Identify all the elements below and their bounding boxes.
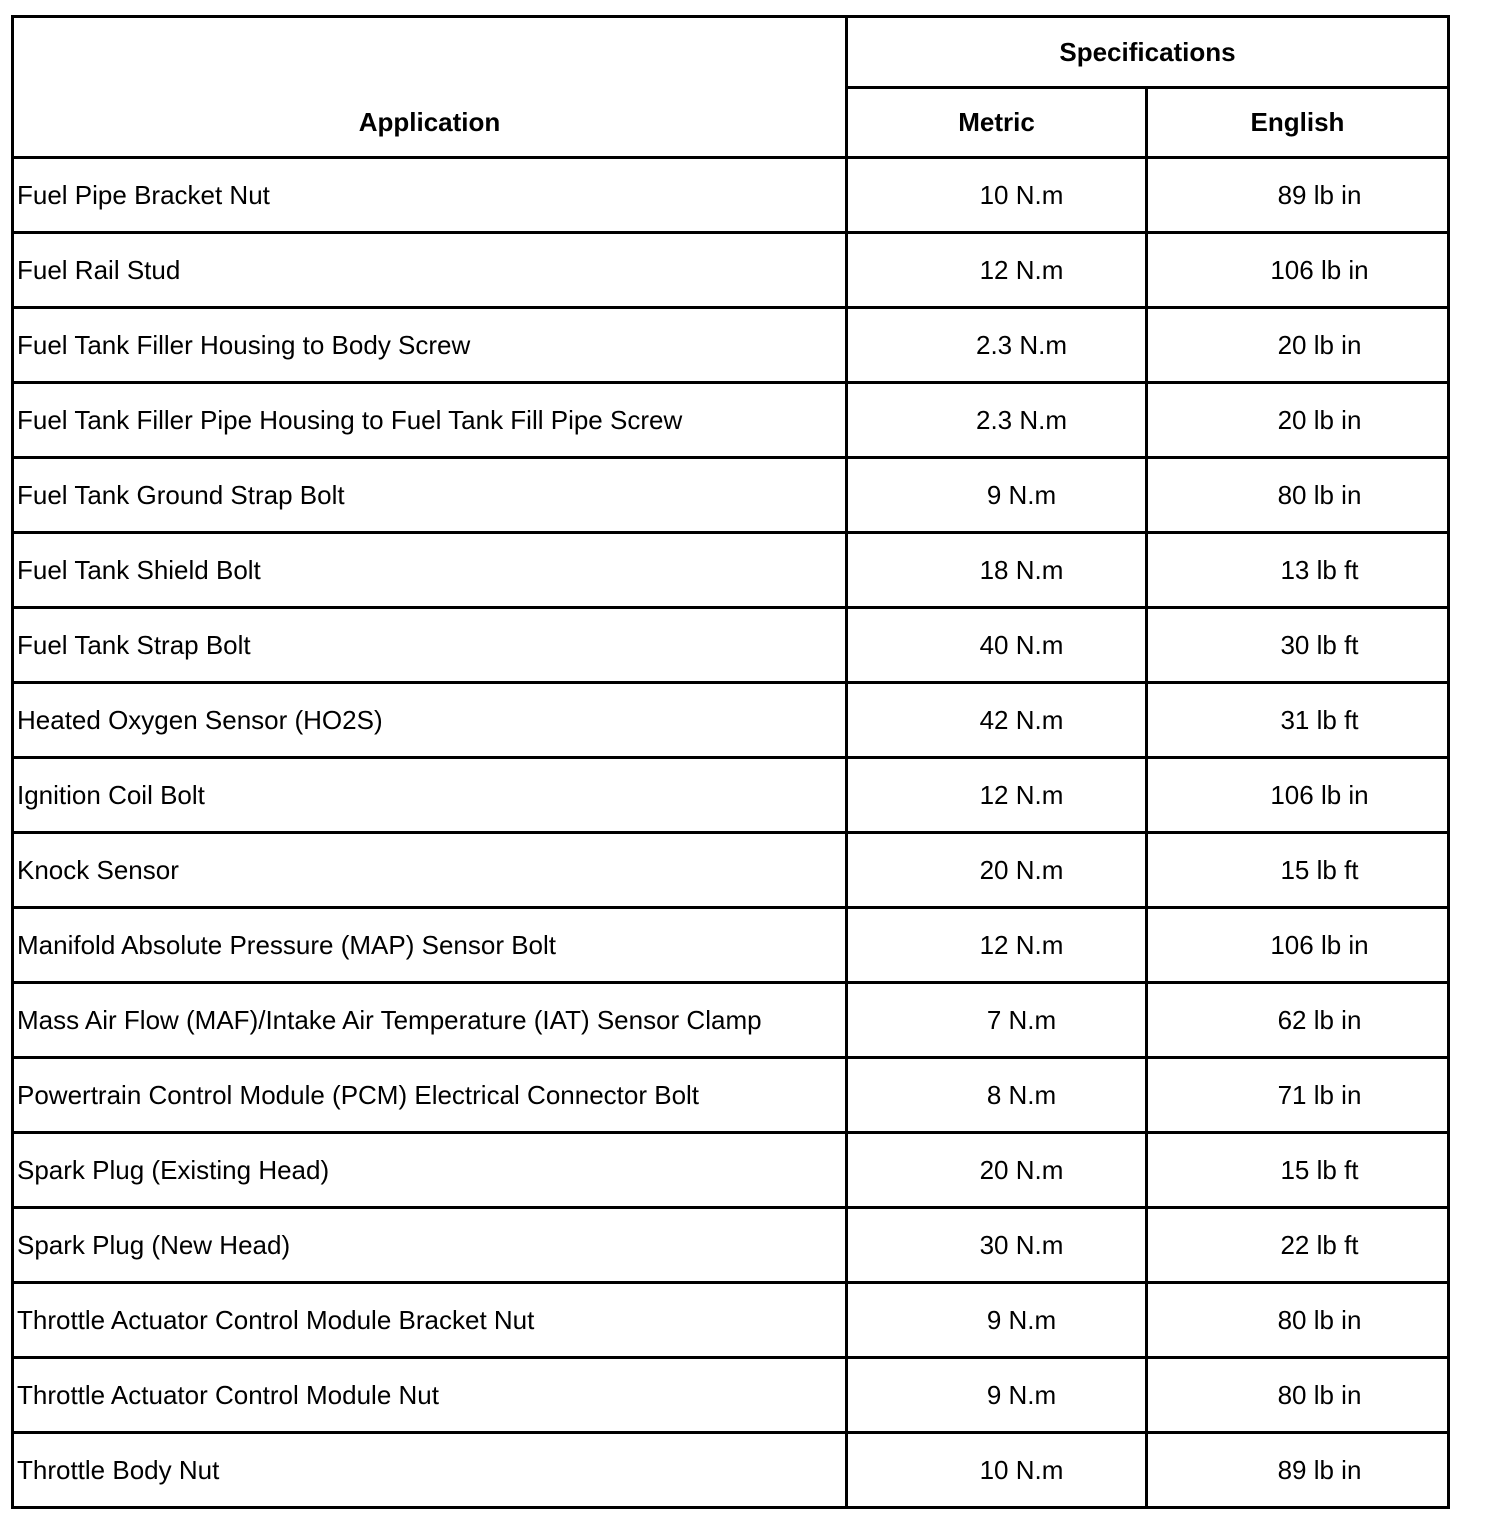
table-row	[13, 533, 1449, 608]
application-cell: Fuel Tank Strap Bolt	[13, 608, 847, 683]
table-row	[13, 1358, 1449, 1433]
english-cell: 89 lb in	[1147, 158, 1449, 233]
metric-cell: 10 N.m	[847, 1433, 1147, 1508]
metric-cell: 8 N.m	[847, 1058, 1147, 1133]
english-cell: 15 lb ft	[1147, 833, 1449, 908]
table-row	[13, 608, 1449, 683]
application-cell: Fuel Tank Ground Strap Bolt	[13, 458, 847, 533]
table-row	[13, 308, 1449, 383]
table-row	[13, 1433, 1449, 1508]
table-row	[13, 758, 1449, 833]
torque-specifications-table	[11, 15, 1450, 1509]
metric-cell: 18 N.m	[847, 533, 1147, 608]
application-cell: Knock Sensor	[13, 833, 847, 908]
application-cell: Fuel Rail Stud	[13, 233, 847, 308]
application-cell: Powertrain Control Module (PCM) Electrical Connector Bolt	[13, 1058, 847, 1133]
metric-cell: 2.3 N.m	[847, 308, 1147, 383]
table-row	[13, 1133, 1449, 1208]
application-cell: Fuel Tank Filler Housing to Body Screw	[13, 308, 847, 383]
application-cell: Mass Air Flow (MAF)/Intake Air Temperature (IAT) Sensor Clamp	[13, 983, 847, 1058]
table-row	[13, 1283, 1449, 1358]
english-cell: 30 lb ft	[1147, 608, 1449, 683]
english-cell: 13 lb ft	[1147, 533, 1449, 608]
metric-cell: 9 N.m	[847, 458, 1147, 533]
metric-cell: 7 N.m	[847, 983, 1147, 1058]
english-cell: 80 lb in	[1147, 1283, 1449, 1358]
specifications-header: Specifications	[847, 17, 1449, 88]
application-cell: Throttle Actuator Control Module Nut	[13, 1358, 847, 1433]
metric-cell: 30 N.m	[847, 1208, 1147, 1283]
english-cell: 80 lb in	[1147, 1358, 1449, 1433]
english-cell: 71 lb in	[1147, 1058, 1449, 1133]
metric-header: Metric	[847, 88, 1147, 158]
metric-cell: 12 N.m	[847, 758, 1147, 833]
metric-cell: 20 N.m	[847, 833, 1147, 908]
english-cell: 106 lb in	[1147, 908, 1449, 983]
table-row	[13, 1058, 1449, 1133]
application-cell: Spark Plug (Existing Head)	[13, 1133, 847, 1208]
english-cell: 89 lb in	[1147, 1433, 1449, 1508]
table-header	[13, 17, 1449, 158]
english-cell: 20 lb in	[1147, 308, 1449, 383]
application-cell: Spark Plug (New Head)	[13, 1208, 847, 1283]
english-cell: 106 lb in	[1147, 758, 1449, 833]
table-row	[13, 158, 1449, 233]
metric-cell: 20 N.m	[847, 1133, 1147, 1208]
table-row	[13, 908, 1449, 983]
application-cell: Fuel Pipe Bracket Nut	[13, 158, 847, 233]
english-cell: 106 lb in	[1147, 233, 1449, 308]
metric-cell: 12 N.m	[847, 233, 1147, 308]
application-cell: Throttle Body Nut	[13, 1433, 847, 1508]
english-cell: 62 lb in	[1147, 983, 1449, 1058]
english-cell: 20 lb in	[1147, 383, 1449, 458]
english-header: English	[1147, 88, 1449, 158]
application-cell: Fuel Tank Shield Bolt	[13, 533, 847, 608]
table-row	[13, 383, 1449, 458]
application-cell: Fuel Tank Filler Pipe Housing to Fuel Tank Fill Pipe Screw	[13, 383, 847, 458]
application-header: Application	[13, 17, 847, 158]
table-row	[13, 983, 1449, 1058]
english-cell: 22 lb ft	[1147, 1208, 1449, 1283]
english-cell: 80 lb in	[1147, 458, 1449, 533]
metric-cell: 9 N.m	[847, 1358, 1147, 1433]
metric-cell: 10 N.m	[847, 158, 1147, 233]
metric-cell: 12 N.m	[847, 908, 1147, 983]
table-row	[13, 233, 1449, 308]
metric-cell: 42 N.m	[847, 683, 1147, 758]
application-cell: Throttle Actuator Control Module Bracket Nut	[13, 1283, 847, 1358]
english-cell: 31 lb ft	[1147, 683, 1449, 758]
metric-cell: 9 N.m	[847, 1283, 1147, 1358]
table-row	[13, 458, 1449, 533]
table-body	[13, 158, 1449, 1508]
application-cell: Ignition Coil Bolt	[13, 758, 847, 833]
metric-cell: 2.3 N.m	[847, 383, 1147, 458]
table-row	[13, 833, 1449, 908]
application-cell: Heated Oxygen Sensor (HO2S)	[13, 683, 847, 758]
english-cell: 15 lb ft	[1147, 1133, 1449, 1208]
table-row	[13, 683, 1449, 758]
application-cell: Manifold Absolute Pressure (MAP) Sensor Bolt	[13, 908, 847, 983]
table-row	[13, 1208, 1449, 1283]
metric-cell: 40 N.m	[847, 608, 1147, 683]
